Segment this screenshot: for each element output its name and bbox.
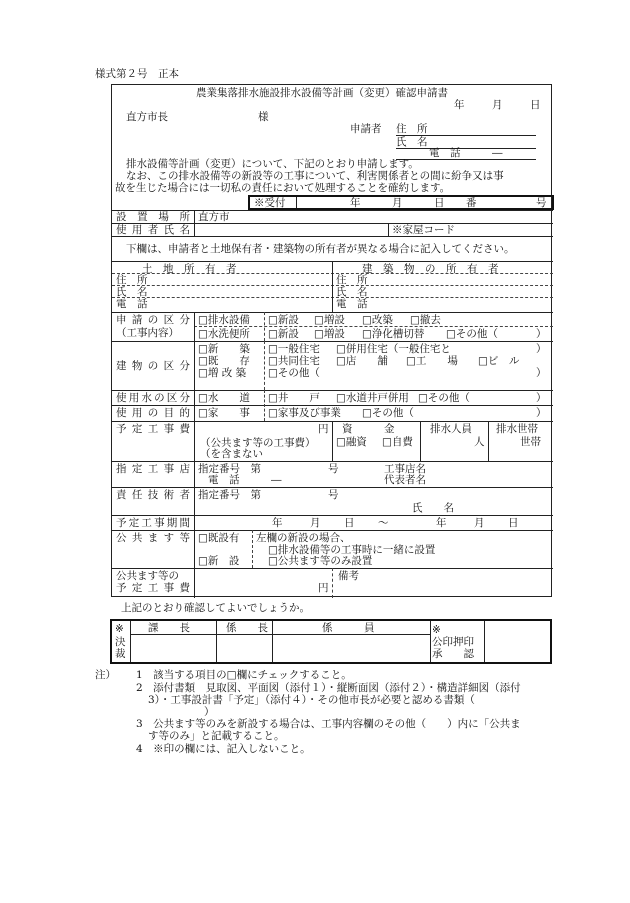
- building-type-label: 建物の区分: [116, 360, 190, 372]
- receipt-year: 年: [350, 197, 361, 209]
- building-new[interactable]: □新 築: [198, 343, 250, 355]
- confirm-text: 上記のとおり確認してよいでしょうか。: [121, 602, 310, 614]
- drain-households-unit: 世帯: [520, 436, 541, 448]
- water-other-close: ）: [536, 392, 547, 404]
- note-3: 3 公共ます等のみを新設する場合は、工事内容欄のその他（ ）内に「公共ま: [136, 718, 521, 730]
- building-extension[interactable]: □増 改 築: [198, 367, 247, 379]
- public-basin-opt-together[interactable]: □排水設備等の工事時に一緒に設置: [268, 544, 436, 556]
- approval-chief: 課 長: [148, 622, 190, 634]
- engineer-number: 指定番号 第: [198, 489, 261, 501]
- form-number: 様式第２号 正本: [95, 68, 179, 80]
- drain-people-label: 排水人員: [430, 423, 472, 435]
- contractor-number: 指定番号 第: [198, 463, 261, 475]
- receipt-day: 日: [434, 197, 445, 209]
- apptype-toilet-new[interactable]: □新設: [268, 328, 299, 340]
- schedule-start-month: 月: [310, 517, 321, 529]
- apptype-drain-rebuild[interactable]: □改築: [362, 314, 393, 326]
- date-year: 年: [454, 99, 465, 111]
- drain-households-label: 排水世帯: [496, 423, 538, 435]
- water-other[interactable]: □その他（: [418, 392, 470, 404]
- apptype-toilet[interactable]: □水洗便所: [198, 328, 250, 340]
- building-office[interactable]: □ビ ル: [478, 355, 520, 367]
- apptype-toilet-extend[interactable]: □増設: [314, 328, 345, 340]
- contractor-phone: 電 話 ―: [208, 474, 282, 486]
- applicant-name: 氏 名: [396, 136, 428, 148]
- application-type-label: 申請の区分: [116, 314, 190, 326]
- honorific: 様: [258, 111, 269, 123]
- note-1: 1 該当する項目の□欄にチェックすること。: [136, 669, 352, 681]
- contractor-number-suffix: 号: [328, 463, 339, 475]
- owner-note: 下欄は、申請者と土地保有者・建築物の所有者が異なる場合に記入してください。: [126, 243, 515, 255]
- form-title: 農業集落排水施設排水設備等計画（変更）確認申請書: [196, 87, 448, 99]
- cost-yen: 円: [318, 423, 329, 435]
- apptype-drain[interactable]: □排水設備: [198, 314, 250, 326]
- engineer-label: 責任技術者: [116, 489, 190, 501]
- water-tap[interactable]: □水 道: [198, 392, 250, 404]
- purpose-label: 使用の目的: [116, 407, 190, 419]
- receipt-number-suffix: 号: [536, 197, 547, 209]
- building-shop[interactable]: □店 舗: [336, 355, 388, 367]
- building-owner-name: 氏 名: [336, 286, 368, 298]
- schedule-end-day: 日: [508, 517, 519, 529]
- schedule-end-year: 年: [436, 517, 447, 529]
- intro-line-2: なお、この排水設備等の新設等の工事について、利害関係者との間に紛争又は事: [126, 170, 504, 182]
- engineer-number-suffix: 号: [328, 489, 339, 501]
- building-existing[interactable]: □既 存: [198, 355, 250, 367]
- public-basin-note: 左欄の新設の場合、: [256, 532, 351, 544]
- note-2-close: ）: [204, 706, 215, 718]
- notes-label: 注）: [95, 669, 116, 681]
- land-owner-phone: 電 話: [116, 298, 148, 310]
- schedule-end-month: 月: [474, 517, 485, 529]
- user-name-label: 使用者氏名: [116, 224, 190, 236]
- building-other-close: ）: [536, 367, 547, 379]
- purpose-household[interactable]: □家 事: [198, 407, 250, 419]
- addressee: 直方市長: [126, 111, 168, 123]
- approval-decision-1: 決: [115, 636, 126, 648]
- land-owner-name: 氏 名: [116, 286, 148, 298]
- funding-loan[interactable]: □融資: [336, 436, 367, 448]
- building-other[interactable]: □その他（: [268, 367, 320, 379]
- date-day: 日: [530, 99, 541, 111]
- approval-decision-2: 裁: [115, 648, 126, 660]
- application-type-sublabel: （工事内容）: [116, 327, 179, 339]
- location-value: 直方市: [198, 211, 230, 223]
- building-factory[interactable]: □工 場: [406, 355, 458, 367]
- apptype-toilet-other[interactable]: □その他（: [446, 328, 498, 340]
- contractor-label: 指定工事店: [116, 463, 190, 475]
- public-basin-label: 公共ます等: [116, 532, 190, 544]
- building-mixed-close: ）: [536, 343, 547, 355]
- approval-staff: 係 員: [322, 622, 375, 634]
- receipt-box: [248, 195, 554, 210]
- receipt-label: ※受付: [254, 197, 286, 209]
- apptype-toilet-other-close: ）: [536, 328, 547, 340]
- house-code-label: ※家屋コード: [392, 224, 455, 236]
- engineer-name: 氏 名: [412, 502, 454, 514]
- purpose-business[interactable]: □家事及び事業: [268, 407, 341, 419]
- approval-sub-chief: 係 長: [226, 622, 268, 634]
- note-3-cont: す等のみ」と記載すること。: [148, 730, 285, 742]
- intro-line-3: 故を生じた場合には一切私の責任において処理することを確約します。: [115, 182, 451, 194]
- funding-label: 資 金: [342, 423, 395, 435]
- apptype-drain-remove[interactable]: □撤去: [410, 314, 441, 326]
- land-owner-header: 土 地 所 有 者: [142, 263, 237, 275]
- land-owner-address: 住 所: [116, 274, 148, 286]
- purpose-other[interactable]: □その他（: [362, 407, 414, 419]
- cost-note-2: （を含まない: [200, 448, 263, 460]
- building-owner-address: 住 所: [336, 274, 368, 286]
- building-mixed[interactable]: □併用住宅（一般住宅と: [336, 343, 451, 355]
- schedule-start-day: 日: [344, 517, 355, 529]
- seal-label-1: 公印押印: [432, 636, 474, 648]
- date-month: 月: [492, 99, 503, 111]
- approval-table: [110, 619, 552, 664]
- intro-line-1: 排水設備等計画（変更）について、下記のとおり申請します。: [126, 158, 419, 170]
- note-2: 2 添付書類 見取図、平面図（添付１）・縦断面図（添付２）・構造詳細図（添付: [136, 682, 521, 694]
- water-both[interactable]: □水道井戸併用: [336, 392, 409, 404]
- drain-people-unit: 人: [474, 436, 485, 448]
- apptype-drain-new[interactable]: □新設: [268, 314, 299, 326]
- public-basin-new[interactable]: □新 設: [198, 555, 240, 567]
- purpose-other-close: ）: [536, 407, 547, 419]
- note-4: 4 ※印の欄には、記入しないこと。: [136, 743, 311, 755]
- water-well[interactable]: □井 戸: [268, 392, 320, 404]
- public-cost-label-2: 予定工事費: [116, 582, 190, 594]
- schedule-label: 予定工事期間: [116, 517, 190, 529]
- public-basin-opt-only[interactable]: □公共ます等のみ設置: [268, 555, 373, 567]
- contractor-rep-name: 代表者名: [384, 474, 426, 486]
- building-owner-header: 建 築 物 の 所 有 者: [362, 263, 499, 275]
- receipt-number: 番: [466, 197, 477, 209]
- receipt-month: 月: [392, 197, 403, 209]
- building-house[interactable]: □一般住宅: [268, 343, 320, 355]
- public-basin-existing[interactable]: □既設有: [198, 532, 240, 544]
- cost-note-1: （公共ます等の工事費）: [200, 437, 316, 449]
- applicant-address: 住 所: [396, 123, 428, 135]
- applicant-phone: 電 話 ―: [429, 147, 503, 159]
- seal-mark: ※: [432, 624, 441, 636]
- note-2-cont: 3）・工事設計書「予定」（添付４）・その他市長が必要と認める書類（: [148, 694, 475, 706]
- public-cost-label-1: 公共ます等の: [116, 570, 179, 582]
- cost-label: 予定工事費: [116, 423, 190, 435]
- funding-self[interactable]: □自費: [382, 436, 413, 448]
- location-label: 設置場所: [116, 211, 190, 223]
- schedule-start-year: 年: [272, 517, 283, 529]
- apptype-toilet-switch[interactable]: □浄化槽切替: [362, 328, 425, 340]
- applicant-label: 申請者: [350, 123, 382, 135]
- water-type-label: 使用水の区分: [116, 392, 190, 404]
- schedule-tilde: ～: [378, 517, 389, 529]
- building-owner-phone: 電 話: [336, 298, 368, 310]
- seal-label-2: 承 認: [432, 648, 474, 660]
- contractor-shop-name: 工事店名: [384, 463, 426, 475]
- application-form: [111, 84, 552, 597]
- approval-mark: ※: [115, 623, 124, 635]
- public-cost-remarks: 備考: [338, 570, 359, 582]
- building-apartment[interactable]: □共同住宅: [268, 355, 320, 367]
- public-cost-yen: 円: [318, 582, 329, 594]
- apptype-drain-extend[interactable]: □増設: [314, 314, 345, 326]
